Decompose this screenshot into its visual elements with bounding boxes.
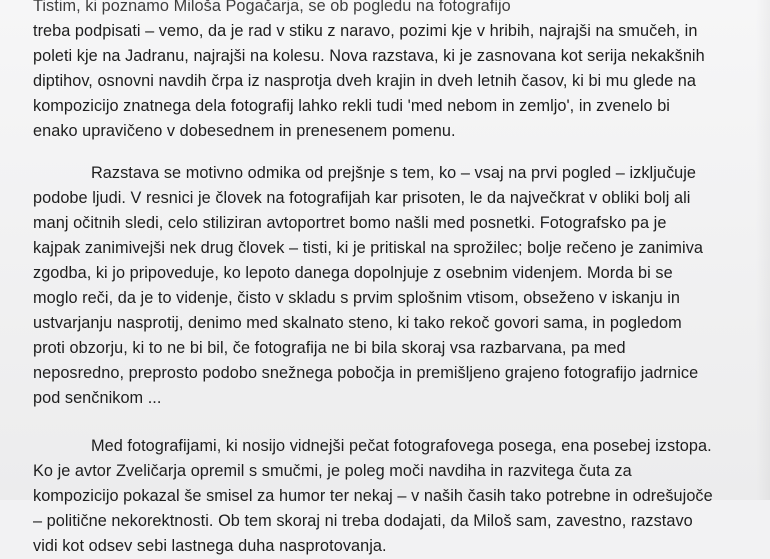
text-line: neposredno, preprosto podobo snežnega pobočja in premišljeno grajeno fotografijo jadrnice (33, 364, 699, 383)
text-line: treba podpisati – vemo, da je rad v stiku z naravo, pozimi kje v hribih, najrajši na smučeh, in (33, 22, 698, 41)
text-line: enako upravičeno v dobesednem in prenesenem pomenu. (33, 122, 456, 141)
page-edge-shadow (756, 0, 770, 500)
text-line: moglo reči, da je to videnje, čisto v skladu s prvim splošnim vtisom, obseženo v iskanju in (33, 289, 681, 308)
text-line: – politične nekorektnosti. Ob tem skoraj ni treba dodajati, da Miloš sam, zavestno, razstavo (33, 511, 693, 530)
text-line: kajpak zanimivejši nek drug človek – tisti, ki je pritiskal na sprožilec; bolje rečeno je zanimiva (33, 238, 704, 257)
text-line: Ko je avtor Zveličarja opremil s smučmi, je poleg moči navdiha in razvitega čuta za (33, 461, 632, 480)
text-line: zgodba, ki jo pripoveduje, ko lepoto danega dopolnjuje z osebnim videnjem. Morda bi se (33, 263, 673, 282)
text-line: proti obzorju, ki to ne bi bil, če fotografija ne bi bila skoraj vsa razbarvana, pa med (33, 339, 626, 358)
text-line: kompozicijo znatnega dela fotografij lahko rekli tudi 'med nebom in zemljo', in zvenelo bi (33, 97, 670, 116)
text-line: Med fotografijami, ki nosijo vidnejši pečat fotografovega posega, ena posebej izstopa. (91, 436, 712, 455)
text-line: Tistim, ki poznamo Miloša Pogačarja, se ob pogledu na fotografijo (33, 0, 511, 15)
text-line: manj očitnih sledi, celo stiliziran avtoportret bomo našli med posnetki. Fotografsko pa je (33, 213, 667, 232)
text-line: ustvarjanju nasprotij, denimo med skalnato steno, ki tako rekoč govori sama, in pogledom (33, 314, 682, 333)
text-line: podobe ljudi. V resnici je človek na fotografijah kar prisoten, le da največkrat v obliki bolj ali (33, 188, 691, 207)
text-line: pod senčnikom ... (33, 389, 162, 408)
paragraph-motifs (33, 161, 763, 412)
paragraph-highlight (33, 434, 763, 559)
paragraph-spacer (33, 412, 763, 434)
text-line: poleti kje na Jadranu, najrajši na kolesu. Nova razstava, ki je zasnovana kot serija nekakšnih (33, 47, 705, 66)
text-line: Razstava se motivno odmika od prejšnje s tem, ko – vsaj na prvi pogled – izključuje (91, 163, 697, 182)
text-line: vidi kot odsev sebi lastnega duha nasprotovanja. (33, 536, 387, 555)
text-line: diptihov, osnovni navdih črpa iz nasprotja dveh krajin in dveh letnih časov, ki bi mu glede na (33, 72, 696, 91)
text-line: kompozicijo pokazal še smisel za humor ter nekaj – v naših časih tako potrebne in odrešujoče (33, 486, 713, 505)
paragraph-spacer (33, 145, 763, 161)
paragraph-intro (33, 0, 763, 145)
document-body (33, 0, 763, 559)
